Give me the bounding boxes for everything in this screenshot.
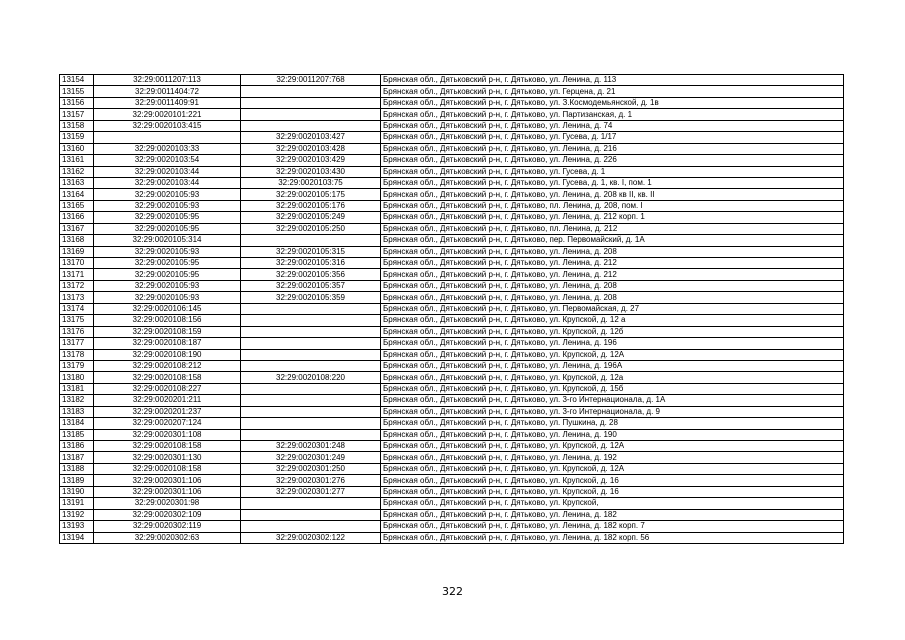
related-cadastral-number-cell: 32:29:0020105:356 (241, 269, 381, 280)
address-cell: Брянская обл., Дятьковский р-н, г. Дятьково, ул. 3-го Интернационала, д. 1А (381, 395, 844, 406)
row-number-cell: 13160 (60, 143, 94, 154)
row-number-cell: 13189 (60, 475, 94, 486)
row-number-cell: 13164 (60, 189, 94, 200)
table-row (60, 155, 844, 166)
registry-table-container (59, 74, 844, 544)
table-row (60, 97, 844, 108)
related-cadastral-number-cell (241, 86, 381, 97)
cadastral-number-cell: 32:29:0020105:95 (94, 223, 241, 234)
address-cell: Брянская обл., Дятьковский р-н, г. Дятьково, пл. Ленина, д. 212 (381, 223, 844, 234)
address-cell: Брянская обл., Дятьковский р-н, г. Дятьково, ул. Пушкина, д. 28 (381, 418, 844, 429)
table-row (60, 509, 844, 520)
address-cell: Брянская обл., Дятьковский р-н, г. Дятьково, ул. Крупской, д. 15б (381, 383, 844, 394)
row-number-cell: 13177 (60, 338, 94, 349)
related-cadastral-number-cell: 32:29:0020105:175 (241, 189, 381, 200)
address-cell: Брянская обл., Дятьковский р-н, г. Дятьково, ул. Крупской, д. 16 (381, 486, 844, 497)
address-cell: Брянская обл., Дятьковский р-н, г. Дятьково, ул. Ленина, д. 212 (381, 269, 844, 280)
table-row (60, 383, 844, 394)
related-cadastral-number-cell: 32:29:0020302:122 (241, 532, 381, 543)
cadastral-number-cell: 32:29:0020105:93 (94, 189, 241, 200)
row-number-cell: 13187 (60, 452, 94, 463)
cadastral-number-cell: 32:29:0020108:158 (94, 463, 241, 474)
address-cell: Брянская обл., Дятьковский р-н, г. Дятьково, ул. Ленина, д. 74 (381, 120, 844, 131)
row-number-cell: 13170 (60, 258, 94, 269)
cadastral-number-cell: 32:29:0020108:227 (94, 383, 241, 394)
related-cadastral-number-cell: 32:29:0020105:249 (241, 212, 381, 223)
address-cell: Брянская обл., Дятьковский р-н, г. Дятьково, ул. Ленина, д. 212 корп. 1 (381, 212, 844, 223)
cadastral-number-cell: 32:29:0020103:44 (94, 166, 241, 177)
cadastral-number-cell: 32:29:0020103:33 (94, 143, 241, 154)
cadastral-number-cell: 32:29:0020108:212 (94, 360, 241, 371)
address-cell: Брянская обл., Дятьковский р-н, г. Дятьково, ул. Первомайская, д. 27 (381, 303, 844, 314)
address-cell: Брянская обл., Дятьковский р-н, г. Дятьково, ул. Крупской, д. 12 а (381, 315, 844, 326)
address-cell: Брянская обл., Дятьковский р-н, г. Дятьково, ул. Ленина, д. 226 (381, 155, 844, 166)
row-number-cell: 13178 (60, 349, 94, 360)
address-cell: Брянская обл., Дятьковский р-н, г. Дятьково, ул. Ленина, д. 208 (381, 246, 844, 257)
cadastral-number-cell: 32:29:0020108:187 (94, 338, 241, 349)
related-cadastral-number-cell: 32:29:0020301:250 (241, 463, 381, 474)
address-cell: Брянская обл., Дятьковский р-н, г. Дятьково, ул. Партизанская, д. 1 (381, 109, 844, 120)
page-number: 322 (442, 585, 463, 598)
address-cell: Брянская обл., Дятьковский р-н, г. Дятьково, ул. Крупской, (381, 498, 844, 509)
table-row (60, 132, 844, 143)
address-cell: Брянская обл., Дятьковский р-н, г. Дятьково, ул. Ленина, д. 208 (381, 280, 844, 291)
address-cell: Брянская обл., Дятьковский р-н, г. Дятьково, ул. Крупской, д. 16 (381, 475, 844, 486)
related-cadastral-number-cell: 32:29:0020105:316 (241, 258, 381, 269)
related-cadastral-number-cell: 32:29:0020103:427 (241, 132, 381, 143)
related-cadastral-number-cell: 32:29:0020108:220 (241, 372, 381, 383)
related-cadastral-number-cell (241, 383, 381, 394)
address-cell: Брянская обл., Дятьковский р-н, г. Дятьково, ул. Ленина, д. 208 кв II, кв. II (381, 189, 844, 200)
cadastral-number-cell: 32:29:0020105:93 (94, 292, 241, 303)
related-cadastral-number-cell (241, 418, 381, 429)
related-cadastral-number-cell: 32:29:0020301:248 (241, 441, 381, 452)
related-cadastral-number-cell (241, 303, 381, 314)
related-cadastral-number-cell (241, 326, 381, 337)
cadastral-number-cell: 32:29:0020105:95 (94, 258, 241, 269)
row-number-cell: 13193 (60, 521, 94, 532)
cadastral-number-cell: 32:29:0020207:124 (94, 418, 241, 429)
row-number-cell: 13176 (60, 326, 94, 337)
related-cadastral-number-cell (241, 120, 381, 131)
related-cadastral-number-cell (241, 509, 381, 520)
cadastral-number-cell: 32:29:0020108:158 (94, 372, 241, 383)
related-cadastral-number-cell (241, 109, 381, 120)
table-row (60, 532, 844, 543)
table-row (60, 521, 844, 532)
row-number-cell: 13158 (60, 120, 94, 131)
related-cadastral-number-cell (241, 406, 381, 417)
cadastral-number-cell: 32:29:0020105:93 (94, 200, 241, 211)
cadastral-number-cell (94, 132, 241, 143)
row-number-cell: 13174 (60, 303, 94, 314)
table-row (60, 360, 844, 371)
table-row (60, 315, 844, 326)
row-number-cell: 13180 (60, 372, 94, 383)
row-number-cell: 13183 (60, 406, 94, 417)
cadastral-number-cell: 32:29:0011404:72 (94, 86, 241, 97)
related-cadastral-number-cell: 32:29:0020105:315 (241, 246, 381, 257)
cadastral-number-cell: 32:29:0020201:211 (94, 395, 241, 406)
address-cell: Брянская обл., Дятьковский р-н, г. Дятьково, ул. Ленина, д. 208 (381, 292, 844, 303)
table-row (60, 303, 844, 314)
address-cell: Брянская обл., Дятьковский р-н, г. Дятьково, ул. Ленина, д. 196А (381, 360, 844, 371)
address-cell: Брянская обл., Дятьковский р-н, г. Дятьково, ул. Крупской, д. 12А (381, 441, 844, 452)
cadastral-number-cell: 32:29:0020108:158 (94, 441, 241, 452)
cadastral-number-cell: 32:29:0020105:95 (94, 212, 241, 223)
registry-table (59, 74, 844, 544)
table-row (60, 406, 844, 417)
cadastral-number-cell: 32:29:0020108:190 (94, 349, 241, 360)
row-number-cell: 13181 (60, 383, 94, 394)
cadastral-number-cell: 32:29:0020103:54 (94, 155, 241, 166)
table-row (60, 349, 844, 360)
address-cell: Брянская обл., Дятьковский р-н, г. Дятьково, ул. Ленина, д. 192 (381, 452, 844, 463)
row-number-cell: 13188 (60, 463, 94, 474)
table-row (60, 326, 844, 337)
related-cadastral-number-cell: 32:29:0020105:357 (241, 280, 381, 291)
cadastral-number-cell: 32:29:0020105:93 (94, 246, 241, 257)
cadastral-number-cell: 32:29:0020301:108 (94, 429, 241, 440)
related-cadastral-number-cell (241, 338, 381, 349)
table-row (60, 223, 844, 234)
cadastral-number-cell: 32:29:0020101:221 (94, 109, 241, 120)
row-number-cell: 13154 (60, 75, 94, 86)
table-row (60, 246, 844, 257)
table-row (60, 498, 844, 509)
table-row (60, 235, 844, 246)
address-cell: Брянская обл., Дятьковский р-н, г. Дятьково, ул. Гусева, д. 1/17 (381, 132, 844, 143)
related-cadastral-number-cell: 32:29:0020301:249 (241, 452, 381, 463)
address-cell: Брянская обл., Дятьковский р-н, г. Дятьково, ул. Крупской, д. 12А (381, 463, 844, 474)
cadastral-number-cell: 32:29:0020105:95 (94, 269, 241, 280)
address-cell: Брянская обл., Дятьковский р-н, г. Дятьково, ул. Ленина, д. 190 (381, 429, 844, 440)
related-cadastral-number-cell (241, 360, 381, 371)
row-number-cell: 13172 (60, 280, 94, 291)
table-row (60, 200, 844, 211)
address-cell: Брянская обл., Дятьковский р-н, г. Дятьково, ул. Гусева, д. 1, кв. I, пом. 1 (381, 177, 844, 188)
cadastral-number-cell: 32:29:0020106:145 (94, 303, 241, 314)
cadastral-number-cell: 32:29:0020301:98 (94, 498, 241, 509)
table-row (60, 338, 844, 349)
related-cadastral-number-cell (241, 349, 381, 360)
cadastral-number-cell: 32:29:0020302:109 (94, 509, 241, 520)
cadastral-number-cell: 32:29:0020201:237 (94, 406, 241, 417)
related-cadastral-number-cell (241, 521, 381, 532)
cadastral-number-cell: 32:29:0020301:106 (94, 486, 241, 497)
row-number-cell: 13157 (60, 109, 94, 120)
row-number-cell: 13182 (60, 395, 94, 406)
related-cadastral-number-cell: 32:29:0020103:428 (241, 143, 381, 154)
related-cadastral-number-cell: 32:29:0011207:768 (241, 75, 381, 86)
related-cadastral-number-cell: 32:29:0020301:277 (241, 486, 381, 497)
row-number-cell: 13159 (60, 132, 94, 143)
row-number-cell: 13192 (60, 509, 94, 520)
related-cadastral-number-cell (241, 395, 381, 406)
address-cell: Брянская обл., Дятьковский р-н, г. Дятьково, ул. З.Космодемьянской, д. 1в (381, 97, 844, 108)
table-row (60, 212, 844, 223)
row-number-cell: 13173 (60, 292, 94, 303)
related-cadastral-number-cell: 32:29:0020103:429 (241, 155, 381, 166)
row-number-cell: 13155 (60, 86, 94, 97)
related-cadastral-number-cell (241, 235, 381, 246)
cadastral-number-cell: 32:29:0020103:415 (94, 120, 241, 131)
row-number-cell: 13165 (60, 200, 94, 211)
cadastral-number-cell: 32:29:0020103:44 (94, 177, 241, 188)
table-row (60, 86, 844, 97)
address-cell: Брянская обл., Дятьковский р-н, г. Дятьково, ул. Ленина, д. 182 корп. 7 (381, 521, 844, 532)
row-number-cell: 13191 (60, 498, 94, 509)
row-number-cell: 13184 (60, 418, 94, 429)
row-number-cell: 13161 (60, 155, 94, 166)
address-cell: Брянская обл., Дятьковский р-н, г. Дятьково, ул. Крупской, д. 12б (381, 326, 844, 337)
cadastral-number-cell: 32:29:0011207:113 (94, 75, 241, 86)
row-number-cell: 13162 (60, 166, 94, 177)
table-row (60, 463, 844, 474)
cadastral-number-cell: 32:29:0011409:91 (94, 97, 241, 108)
table-row (60, 177, 844, 188)
cadastral-number-cell: 32:29:0020302:119 (94, 521, 241, 532)
address-cell: Брянская обл., Дятьковский р-н, г. Дятьково, ул. Крупской, д. 12А (381, 349, 844, 360)
row-number-cell: 13186 (60, 441, 94, 452)
cadastral-number-cell: 32:29:0020301:130 (94, 452, 241, 463)
row-number-cell: 13171 (60, 269, 94, 280)
table-row (60, 269, 844, 280)
related-cadastral-number-cell (241, 429, 381, 440)
address-cell: Брянская обл., Дятьковский р-н, г. Дятьково, ул. Ленина, д. 216 (381, 143, 844, 154)
address-cell: Брянская обл., Дятьковский р-н, г. Дятьково, ул. Ленина, д. 182 корп. 56 (381, 532, 844, 543)
table-row (60, 75, 844, 86)
address-cell: Брянская обл., Дятьковский р-н, г. Дятьково, ул. Ленина, д. 196 (381, 338, 844, 349)
address-cell: Брянская обл., Дятьковский р-н, г. Дятьково, пл. Ленина, д. 208, пом. I (381, 200, 844, 211)
cadastral-number-cell: 32:29:0020302:63 (94, 532, 241, 543)
address-cell: Брянская обл., Дятьковский р-н, г. Дятьково, ул. 3-го Интернационала, д. 9 (381, 406, 844, 417)
row-number-cell: 13156 (60, 97, 94, 108)
address-cell: Брянская обл., Дятьковский р-н, г. Дятьково, пер. Первомайский, д. 1А (381, 235, 844, 246)
related-cadastral-number-cell: 32:29:0020105:359 (241, 292, 381, 303)
row-number-cell: 13163 (60, 177, 94, 188)
table-body (60, 75, 844, 544)
row-number-cell: 13168 (60, 235, 94, 246)
cadastral-number-cell: 32:29:0020108:159 (94, 326, 241, 337)
row-number-cell: 13179 (60, 360, 94, 371)
table-row (60, 280, 844, 291)
table-row (60, 418, 844, 429)
cadastral-number-cell: 32:29:0020105:314 (94, 235, 241, 246)
related-cadastral-number-cell: 32:29:0020103:430 (241, 166, 381, 177)
related-cadastral-number-cell: 32:29:0020301:276 (241, 475, 381, 486)
table-row (60, 189, 844, 200)
address-cell: Брянская обл., Дятьковский р-н, г. Дятьково, ул. Крупской, д. 12а (381, 372, 844, 383)
table-row (60, 475, 844, 486)
row-number-cell: 13185 (60, 429, 94, 440)
cadastral-number-cell: 32:29:0020108:156 (94, 315, 241, 326)
row-number-cell: 13166 (60, 212, 94, 223)
related-cadastral-number-cell: 32:29:0020105:250 (241, 223, 381, 234)
table-row (60, 258, 844, 269)
address-cell: Брянская обл., Дятьковский р-н, г. Дятьково, ул. Ленина, д. 212 (381, 258, 844, 269)
table-row (60, 166, 844, 177)
table-row (60, 486, 844, 497)
row-number-cell: 13167 (60, 223, 94, 234)
address-cell: Брянская обл., Дятьковский р-н, г. Дятьково, ул. Ленина, д. 113 (381, 75, 844, 86)
row-number-cell: 13175 (60, 315, 94, 326)
table-row (60, 109, 844, 120)
related-cadastral-number-cell: 32:29:0020103:75 (241, 177, 381, 188)
table-row (60, 441, 844, 452)
table-row (60, 143, 844, 154)
related-cadastral-number-cell (241, 315, 381, 326)
row-number-cell: 13194 (60, 532, 94, 543)
table-row (60, 395, 844, 406)
related-cadastral-number-cell (241, 498, 381, 509)
address-cell: Брянская обл., Дятьковский р-н, г. Дятьково, ул. Ленина, д. 182 (381, 509, 844, 520)
table-row (60, 372, 844, 383)
cadastral-number-cell: 32:29:0020105:93 (94, 280, 241, 291)
related-cadastral-number-cell: 32:29:0020105:176 (241, 200, 381, 211)
table-row (60, 120, 844, 131)
address-cell: Брянская обл., Дятьковский р-н, г. Дятьково, ул. Герцена, д. 21 (381, 86, 844, 97)
row-number-cell: 13190 (60, 486, 94, 497)
table-row (60, 292, 844, 303)
row-number-cell: 13169 (60, 246, 94, 257)
table-row (60, 452, 844, 463)
address-cell: Брянская обл., Дятьковский р-н, г. Дятьково, ул. Гусева, д. 1 (381, 166, 844, 177)
cadastral-number-cell: 32:29:0020301:106 (94, 475, 241, 486)
table-row (60, 429, 844, 440)
related-cadastral-number-cell (241, 97, 381, 108)
